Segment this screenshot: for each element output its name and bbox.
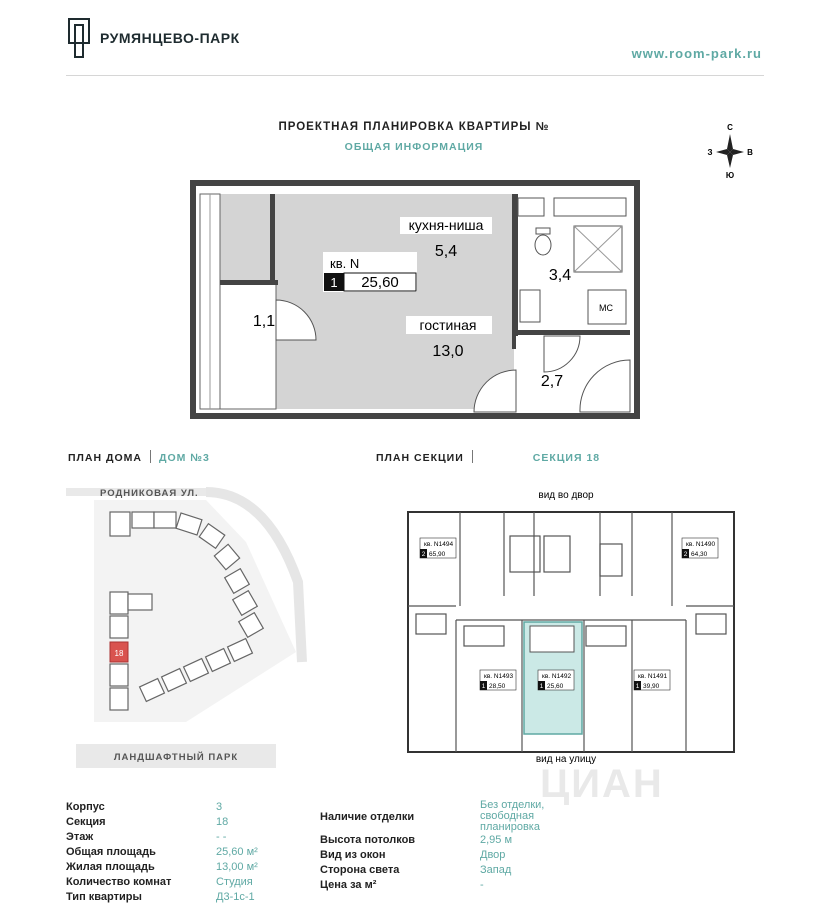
detail-value: Студия [216,876,253,888]
plan-title: ПРОЕКТНАЯ ПЛАНИРОВКА КВАРТИРЫ № [278,121,550,133]
details-right [320,800,544,893]
apt-1492-rooms: 1 [539,683,544,690]
detail-value: Д3-1с-1 [216,891,255,903]
view-yard-label: вид во двор [538,490,594,501]
apt-tag-area: 25,60 [361,274,399,291]
bath-area: 3,4 [548,267,572,284]
section-number: 18 [114,649,124,658]
section-plan-label: ПЛАН СЕКЦИИ [376,452,464,464]
apt-1493-rooms: 1 [481,683,486,690]
logo-icon [68,18,90,58]
street-label: РОДНИКОВАЯ УЛ. [100,488,199,499]
apt-1493-area: 28,50 [489,683,506,690]
section-plan-header [376,448,600,466]
detail-value: 25,60 м² [216,846,258,858]
detail-label: Сторона света [320,864,400,876]
detail-label: Высота потолков [320,834,416,846]
house-plan-header [68,448,210,466]
detail-label: Корпус [66,801,105,813]
living-area: 13,0 [432,343,464,360]
header-divider [66,75,764,76]
compass-icon [706,122,754,180]
apt-1490-area: 64,30 [691,551,708,558]
detail-label: Жилая площадь [66,861,155,873]
mc-label: МС [599,303,613,313]
apt-1494-rooms: 2 [421,551,426,558]
finish-label: Наличие отделки [320,811,415,823]
apt-1490-rooms: 2 [683,551,688,558]
house-plan-label: ПЛАН ДОМА [68,452,142,464]
apt-1493-id: кв. N1493 [484,673,514,680]
apt-1492-area: 25,60 [547,683,564,690]
apt-tag-label: кв. N [330,256,360,271]
brand [68,18,240,58]
detail-label: Вид из окон [320,849,386,861]
compass-west: З [707,148,713,157]
compass-south: Ю [725,171,735,180]
detail-value: 18 [216,816,229,828]
apt-1491-area: 39,90 [643,683,660,690]
detail-label: Цена за м² [320,879,377,891]
balcony-area: 1,1 [252,313,276,330]
detail-value: 3 [216,801,223,813]
park-label: ЛАНДШАФТНЫЙ ПАРК [113,752,239,763]
detail-label: Общая площадь [66,846,156,858]
apt-1491-rooms: 1 [635,683,640,690]
detail-value: Двор [480,849,506,861]
detail-label: Количество комнат [66,876,172,888]
compass-north: С [727,123,733,132]
apt-1491-id: кв. N1491 [638,673,668,680]
detail-label: Секция [66,816,106,828]
apt-tag-rooms: 1 [330,275,338,290]
compass-east: В [747,148,753,157]
detail-value: 2,95 м [480,834,513,846]
details-left [66,800,258,905]
apt-1490-id: кв. N1490 [686,541,716,548]
finish-value-line: планировка [480,821,540,833]
apt-1494-area: 65,90 [429,551,446,558]
house-site-plan [66,482,326,768]
living-label: гостиная [419,317,477,333]
finish-value-line: Без отделки, [480,799,545,811]
view-street-label: вид на улицу [535,754,597,764]
detail-label: Этаж [66,831,94,843]
watermark: ЦИАН [540,762,664,806]
hall-area: 2,7 [540,373,564,390]
section-plan [404,486,740,764]
apartment-plan [190,180,640,420]
house-plan-value: ДОМ №3 [158,452,210,464]
detail-value: - [480,879,484,891]
detail-value: - - [216,831,227,843]
detail-label: Тип квартиры [66,891,142,903]
section-plan-value: СЕКЦИЯ 18 [532,452,601,464]
site-link[interactable]: www.room-park.ru [631,46,762,61]
plan-subtitle: ОБЩАЯ ИНФОРМАЦИЯ [344,141,484,153]
apt-1494-id: кв. N1494 [424,541,454,548]
detail-value: Запад [480,864,512,876]
brand-name: РУМЯНЦЕВО-ПАРК [100,30,240,46]
detail-value: 13,00 м² [216,861,258,873]
apt-1492-id: кв. N1492 [542,673,572,680]
kitchen-area: 5,4 [434,243,458,260]
kitchen-label: кухня-ниша [408,217,484,233]
finish-value-line: свободная [480,810,535,822]
